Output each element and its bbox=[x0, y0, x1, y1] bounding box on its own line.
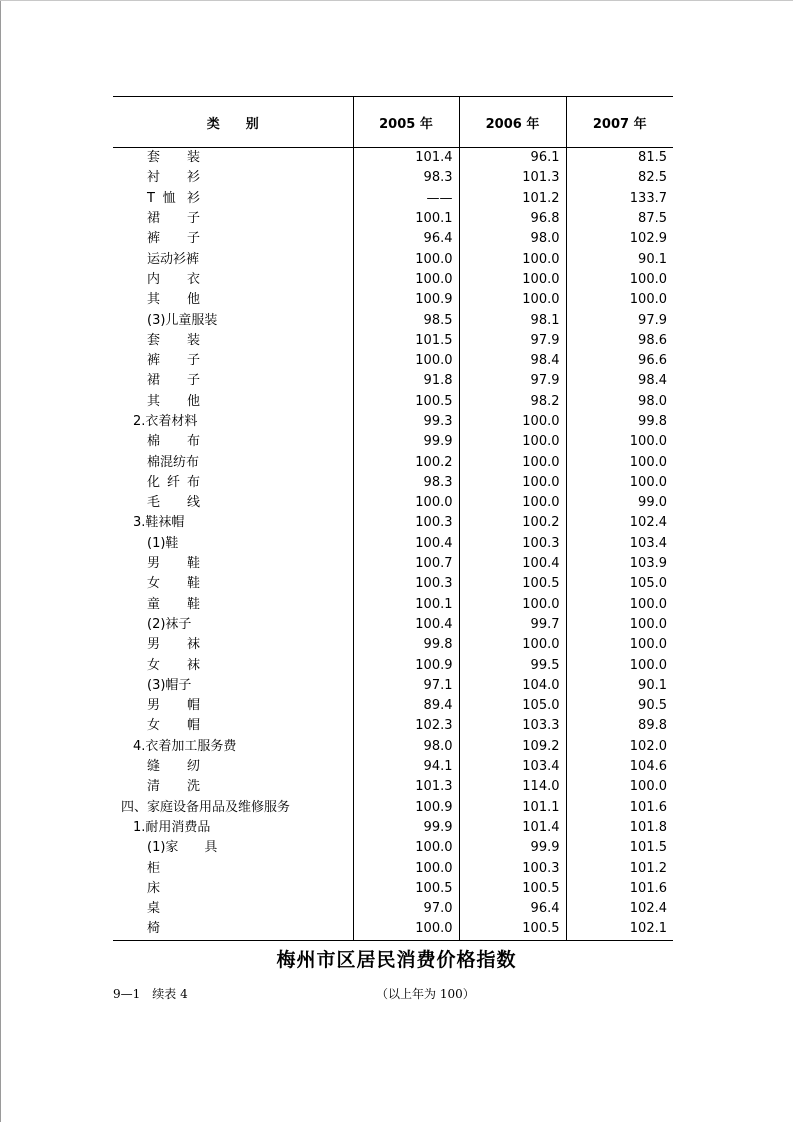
price-index-table-container bbox=[113, 96, 673, 941]
row-category bbox=[113, 838, 353, 858]
table-row bbox=[113, 676, 673, 696]
row-value-2006: 101.2 bbox=[459, 189, 566, 209]
row-category-label: 套装 bbox=[147, 332, 200, 348]
row-category bbox=[113, 249, 353, 269]
row-value-2006: 100.0 bbox=[459, 270, 566, 290]
row-category-label: 裙子 bbox=[147, 211, 200, 227]
row-value-2005: 97.1 bbox=[353, 676, 459, 696]
table-row bbox=[113, 473, 673, 493]
row-value-2006: 100.4 bbox=[459, 554, 566, 574]
row-value-2006: 98.2 bbox=[459, 392, 566, 412]
row-category-label: 四、家庭设备用品及维修服务 bbox=[121, 799, 291, 815]
table-row bbox=[113, 858, 673, 878]
row-category-label: 童鞋 bbox=[147, 596, 200, 612]
row-category bbox=[113, 919, 353, 940]
table-row bbox=[113, 310, 673, 330]
row-category bbox=[113, 148, 353, 169]
row-value-2005: 100.0 bbox=[353, 351, 459, 371]
row-category bbox=[113, 371, 353, 391]
table-row bbox=[113, 635, 673, 655]
row-category-label: 2.衣着材料 bbox=[133, 414, 198, 429]
row-value-2006: 96.1 bbox=[459, 148, 566, 169]
row-value-2007: 100.0 bbox=[566, 635, 673, 655]
row-category bbox=[113, 635, 353, 655]
table-row bbox=[113, 513, 673, 533]
row-value-2005: 96.4 bbox=[353, 229, 459, 249]
row-category bbox=[113, 534, 353, 554]
row-value-2006: 97.9 bbox=[459, 331, 566, 351]
row-category bbox=[113, 595, 353, 615]
row-value-2006: 105.0 bbox=[459, 696, 566, 716]
row-category-label: 衬衫 bbox=[147, 170, 200, 186]
row-category bbox=[113, 351, 353, 371]
table-row bbox=[113, 595, 673, 615]
row-category bbox=[113, 493, 353, 513]
table-row bbox=[113, 371, 673, 391]
row-category-label: 棉布 bbox=[147, 434, 200, 450]
row-category bbox=[113, 757, 353, 777]
row-value-2007: 101.5 bbox=[566, 838, 673, 858]
row-value-2006: 98.0 bbox=[459, 229, 566, 249]
row-category-label: 椅 bbox=[147, 921, 161, 937]
table-row bbox=[113, 493, 673, 513]
table-row bbox=[113, 554, 673, 574]
row-category bbox=[113, 412, 353, 432]
table-body bbox=[113, 148, 673, 941]
row-category-label: (1)鞋 bbox=[147, 535, 179, 551]
row-category-label: 裙子 bbox=[147, 373, 200, 389]
table-row bbox=[113, 412, 673, 432]
row-value-2007: 100.0 bbox=[566, 595, 673, 615]
row-value-2006: 99.9 bbox=[459, 838, 566, 858]
row-value-2005: 100.3 bbox=[353, 574, 459, 594]
row-category-label: (3)帽子 bbox=[147, 677, 192, 693]
table-row bbox=[113, 432, 673, 452]
table-row bbox=[113, 818, 673, 838]
row-category-label: T 恤 衫 bbox=[147, 190, 200, 206]
table-row bbox=[113, 574, 673, 594]
row-value-2007: 90.5 bbox=[566, 696, 673, 716]
table-row bbox=[113, 838, 673, 858]
row-value-2006: 100.5 bbox=[459, 574, 566, 594]
row-value-2006: 100.5 bbox=[459, 919, 566, 940]
row-value-2006: 100.0 bbox=[459, 412, 566, 432]
row-category-label: 运动衫裤 bbox=[147, 251, 200, 267]
row-value-2007: 104.6 bbox=[566, 757, 673, 777]
row-value-2006: 100.0 bbox=[459, 432, 566, 452]
header-year-2006: 2006 年 bbox=[459, 97, 566, 148]
row-value-2007: 133.7 bbox=[566, 189, 673, 209]
row-value-2007: 87.5 bbox=[566, 209, 673, 229]
row-value-2005: 100.0 bbox=[353, 838, 459, 858]
table-row bbox=[113, 757, 673, 777]
row-category-label: (2)袜子 bbox=[147, 616, 192, 632]
row-value-2005: 100.1 bbox=[353, 209, 459, 229]
row-category bbox=[113, 676, 353, 696]
row-value-2006: 104.0 bbox=[459, 676, 566, 696]
row-category-label: 套装 bbox=[147, 150, 200, 166]
row-value-2005: 99.9 bbox=[353, 818, 459, 838]
row-category bbox=[113, 392, 353, 412]
row-value-2007: 82.5 bbox=[566, 168, 673, 188]
table-row bbox=[113, 290, 673, 310]
row-value-2005: 100.0 bbox=[353, 919, 459, 940]
row-value-2007: 102.1 bbox=[566, 919, 673, 940]
row-value-2005: 101.3 bbox=[353, 777, 459, 797]
row-value-2006: 100.3 bbox=[459, 534, 566, 554]
row-category bbox=[113, 798, 353, 818]
row-category bbox=[113, 696, 353, 716]
row-value-2005: 98.5 bbox=[353, 310, 459, 330]
row-value-2007: 100.0 bbox=[566, 432, 673, 452]
table-row bbox=[113, 351, 673, 371]
row-category-label: 裤子 bbox=[147, 353, 200, 369]
price-index-table bbox=[113, 96, 673, 941]
row-value-2007: 96.6 bbox=[566, 351, 673, 371]
row-value-2007: 101.6 bbox=[566, 879, 673, 899]
table-row bbox=[113, 148, 673, 169]
row-category bbox=[113, 229, 353, 249]
row-value-2005: 100.0 bbox=[353, 270, 459, 290]
header-year-2005: 2005 年 bbox=[353, 97, 459, 148]
row-value-2006: 103.3 bbox=[459, 716, 566, 736]
row-category-label: 女鞋 bbox=[147, 576, 200, 592]
row-value-2005: —— bbox=[353, 189, 459, 209]
row-value-2005: 100.7 bbox=[353, 554, 459, 574]
row-value-2006: 101.1 bbox=[459, 798, 566, 818]
row-category-label: 清洗 bbox=[147, 779, 200, 795]
row-value-2007: 101.2 bbox=[566, 858, 673, 878]
row-value-2007: 97.9 bbox=[566, 310, 673, 330]
table-row bbox=[113, 737, 673, 757]
row-value-2007: 102.4 bbox=[566, 513, 673, 533]
row-category bbox=[113, 513, 353, 533]
page-title: 梅州市区居民消费价格指数 bbox=[276, 949, 517, 971]
row-value-2007: 105.0 bbox=[566, 574, 673, 594]
row-value-2006: 100.0 bbox=[459, 595, 566, 615]
row-value-2007: 100.0 bbox=[566, 452, 673, 472]
row-category bbox=[113, 899, 353, 919]
row-value-2007: 100.0 bbox=[566, 473, 673, 493]
row-value-2005: 99.3 bbox=[353, 412, 459, 432]
row-value-2007: 103.4 bbox=[566, 534, 673, 554]
row-value-2006: 114.0 bbox=[459, 777, 566, 797]
table-row bbox=[113, 879, 673, 899]
row-value-2005: 100.0 bbox=[353, 493, 459, 513]
row-category-label: 女帽 bbox=[147, 718, 200, 734]
row-category bbox=[113, 716, 353, 736]
row-category-label: 床 bbox=[147, 880, 161, 896]
row-value-2005: 98.3 bbox=[353, 168, 459, 188]
row-category-label: 3.鞋袜帽 bbox=[133, 515, 185, 531]
row-category-label: (1)家 具 bbox=[147, 840, 218, 856]
table-header-row bbox=[113, 97, 673, 148]
row-value-2005: 100.5 bbox=[353, 879, 459, 899]
table-row bbox=[113, 452, 673, 472]
row-category bbox=[113, 554, 353, 574]
row-value-2006: 100.0 bbox=[459, 249, 566, 269]
row-value-2006: 99.7 bbox=[459, 615, 566, 635]
row-category bbox=[113, 655, 353, 675]
row-category-label: 1.耐用消费品 bbox=[133, 819, 211, 835]
row-category-label: 棉混纺布 bbox=[147, 454, 200, 470]
row-category bbox=[113, 331, 353, 351]
table-row bbox=[113, 189, 673, 209]
table-row bbox=[113, 716, 673, 736]
row-category bbox=[113, 310, 353, 330]
row-value-2005: 100.9 bbox=[353, 798, 459, 818]
row-category-label: 男袜 bbox=[147, 637, 200, 653]
row-category bbox=[113, 432, 353, 452]
row-category bbox=[113, 574, 353, 594]
row-value-2005: 100.1 bbox=[353, 595, 459, 615]
row-value-2005: 100.5 bbox=[353, 392, 459, 412]
row-category-label: 毛线 bbox=[147, 495, 200, 511]
row-value-2005: 97.0 bbox=[353, 899, 459, 919]
row-category-label: 化纤布 bbox=[147, 474, 200, 490]
row-value-2005: 101.4 bbox=[353, 148, 459, 169]
row-value-2007: 103.9 bbox=[566, 554, 673, 574]
row-value-2005: 99.9 bbox=[353, 432, 459, 452]
row-value-2007: 100.0 bbox=[566, 615, 673, 635]
row-value-2005: 100.2 bbox=[353, 452, 459, 472]
row-value-2007: 90.1 bbox=[566, 249, 673, 269]
row-value-2007: 102.0 bbox=[566, 737, 673, 757]
row-value-2007: 98.4 bbox=[566, 371, 673, 391]
row-category bbox=[113, 879, 353, 899]
row-category-label: 内衣 bbox=[147, 271, 200, 287]
row-value-2006: 100.0 bbox=[459, 473, 566, 493]
row-value-2007: 101.6 bbox=[566, 798, 673, 818]
row-category bbox=[113, 209, 353, 229]
header-year-2007: 2007 年 bbox=[566, 97, 673, 148]
table-row bbox=[113, 249, 673, 269]
row-value-2005: 101.5 bbox=[353, 331, 459, 351]
row-value-2006: 100.2 bbox=[459, 513, 566, 533]
header-category: 类 别 bbox=[113, 97, 353, 148]
row-value-2006: 100.5 bbox=[459, 879, 566, 899]
row-category-label: 缝纫 bbox=[147, 759, 200, 775]
row-category-label: 裤子 bbox=[147, 231, 200, 247]
table-row bbox=[113, 777, 673, 797]
row-value-2007: 99.8 bbox=[566, 412, 673, 432]
row-value-2006: 100.0 bbox=[459, 493, 566, 513]
row-category bbox=[113, 189, 353, 209]
row-value-2007: 89.8 bbox=[566, 716, 673, 736]
table-row bbox=[113, 270, 673, 290]
row-value-2006: 101.3 bbox=[459, 168, 566, 188]
row-value-2006: 96.8 bbox=[459, 209, 566, 229]
row-value-2006: 100.0 bbox=[459, 290, 566, 310]
row-value-2005: 94.1 bbox=[353, 757, 459, 777]
row-value-2007: 101.8 bbox=[566, 818, 673, 838]
row-category-label: 桌 bbox=[147, 901, 161, 917]
row-category bbox=[113, 777, 353, 797]
row-value-2005: 100.9 bbox=[353, 290, 459, 310]
row-category bbox=[113, 270, 353, 290]
table-row bbox=[113, 798, 673, 818]
row-value-2005: 100.0 bbox=[353, 858, 459, 878]
row-value-2005: 102.3 bbox=[353, 716, 459, 736]
table-row bbox=[113, 615, 673, 635]
row-value-2005: 100.4 bbox=[353, 534, 459, 554]
table-row bbox=[113, 392, 673, 412]
row-category bbox=[113, 737, 353, 757]
row-category bbox=[113, 615, 353, 635]
row-value-2006: 96.4 bbox=[459, 899, 566, 919]
row-value-2006: 97.9 bbox=[459, 371, 566, 391]
row-value-2007: 100.0 bbox=[566, 655, 673, 675]
row-value-2006: 99.5 bbox=[459, 655, 566, 675]
row-value-2006: 101.4 bbox=[459, 818, 566, 838]
row-value-2005: 89.4 bbox=[353, 696, 459, 716]
row-category-label: (3)儿童服装 bbox=[147, 312, 218, 328]
row-value-2006: 98.4 bbox=[459, 351, 566, 371]
row-value-2006: 103.4 bbox=[459, 757, 566, 777]
table-row bbox=[113, 168, 673, 188]
row-value-2005: 100.4 bbox=[353, 615, 459, 635]
row-category bbox=[113, 290, 353, 310]
row-value-2005: 91.8 bbox=[353, 371, 459, 391]
row-value-2005: 100.0 bbox=[353, 249, 459, 269]
row-category-label: 男鞋 bbox=[147, 556, 200, 572]
row-value-2007: 100.0 bbox=[566, 290, 673, 310]
table-row bbox=[113, 899, 673, 919]
row-category-label: 4.衣着加工服务费 bbox=[133, 738, 237, 754]
row-category-label: 其他 bbox=[147, 292, 200, 308]
base-year-note: （以上年为 100） bbox=[376, 987, 475, 1001]
row-value-2007: 100.0 bbox=[566, 777, 673, 797]
row-value-2005: 99.8 bbox=[353, 635, 459, 655]
row-value-2007: 100.0 bbox=[566, 270, 673, 290]
table-row bbox=[113, 229, 673, 249]
table-row bbox=[113, 534, 673, 554]
page-top-border bbox=[0, 0, 793, 1]
row-value-2007: 98.6 bbox=[566, 331, 673, 351]
row-value-2007: 98.0 bbox=[566, 392, 673, 412]
row-value-2006: 100.3 bbox=[459, 858, 566, 878]
row-value-2007: 90.1 bbox=[566, 676, 673, 696]
row-value-2005: 98.0 bbox=[353, 737, 459, 757]
table-number: 9—1 续表 4 bbox=[113, 987, 188, 1001]
table-row bbox=[113, 655, 673, 675]
row-category-label: 其他 bbox=[147, 393, 200, 409]
row-value-2005: 100.9 bbox=[353, 655, 459, 675]
row-value-2005: 98.3 bbox=[353, 473, 459, 493]
row-value-2007: 81.5 bbox=[566, 148, 673, 169]
table-row bbox=[113, 331, 673, 351]
row-value-2006: 109.2 bbox=[459, 737, 566, 757]
row-category bbox=[113, 452, 353, 472]
table-row bbox=[113, 696, 673, 716]
row-category-label: 男帽 bbox=[147, 698, 200, 714]
row-category-label: 女袜 bbox=[147, 657, 200, 673]
row-value-2006: 100.0 bbox=[459, 635, 566, 655]
row-value-2007: 102.4 bbox=[566, 899, 673, 919]
row-value-2007: 99.0 bbox=[566, 493, 673, 513]
row-value-2006: 98.1 bbox=[459, 310, 566, 330]
row-category bbox=[113, 818, 353, 838]
row-category-label: 柜 bbox=[147, 860, 161, 876]
table-row bbox=[113, 209, 673, 229]
row-value-2005: 100.3 bbox=[353, 513, 459, 533]
row-value-2006: 100.0 bbox=[459, 452, 566, 472]
row-value-2007: 102.9 bbox=[566, 229, 673, 249]
table-row bbox=[113, 919, 673, 940]
row-category bbox=[113, 473, 353, 493]
row-category bbox=[113, 168, 353, 188]
row-category bbox=[113, 858, 353, 878]
